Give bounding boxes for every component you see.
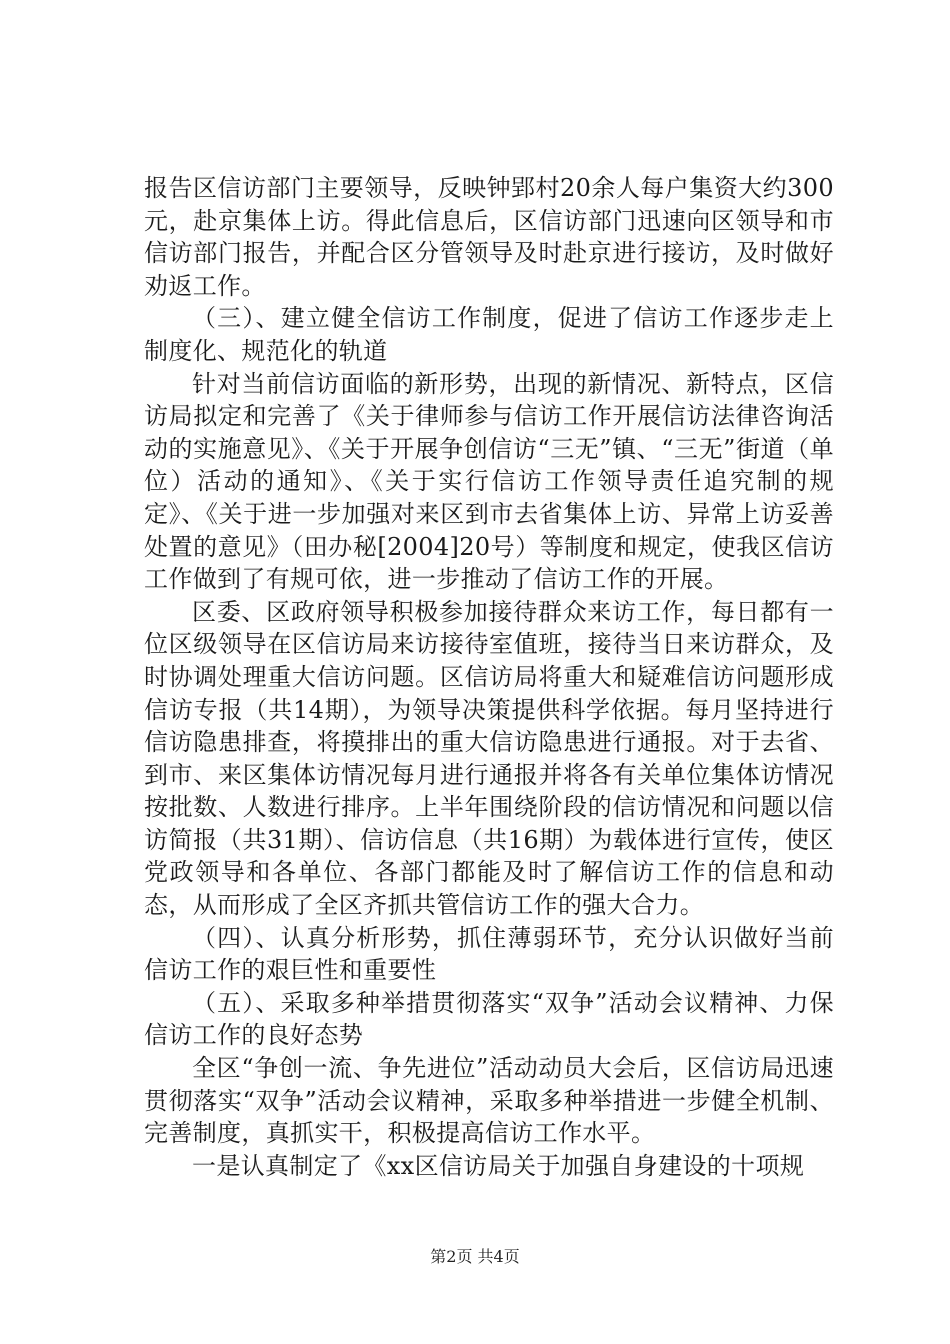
paragraph-continued: 报告区信访部门主要领导，反映钟郢村20余人每户集资大约300元，赴京集体上访。得此信息后，区信访部门迅速向区领导和市信访部门报告，并配合区分管领导及时赴京进行接访，及时做好劝返工作。 <box>144 174 834 300</box>
section-heading-3: （三）、建立健全信访工作制度，促进了信访工作逐步走上制度化、规范化的轨道 <box>144 304 834 365</box>
paragraph: 针对当前信访面临的新形势，出现的新情况、新特点，区信访局拟定和完善了《关于律师参与信访工作开展信访法律咨询活动的实施意见》、《关于开展争创信访“三无”镇、“三无”街道（单位）活动的通知》、《关于实行信访工作领导责任追究制的规定》、《关于进一步加强对来区到市去省集体上访、异常上访妥善处置的意见》（田办秘[2004]20号）等制度和规定，使我区信访工作做到了有规可依，进一步推动了信访工作的开展。 <box>144 369 834 594</box>
section-heading-4: （四）、认真分析形势，抓住薄弱环节，充分认识做好当前信访工作的艰巨性和重要性 <box>144 923 834 985</box>
page-number-footer: 第2页 共4页 <box>430 1247 520 1266</box>
paragraph: 区委、区政府领导积极参加接待群众来访工作，每日都有一位区级领导在区信访局来访接待室值班，接待当日来访群众，及时协调处理重大信访问题。区信访局将重大和疑难信访问题形成信访专报（共14期），为领导决策提供科学依据。每月坚持进行信访隐患排查，将摸排出的重大信访隐患进行通报。对于去省、到市、来区集体访情况每月进行通报并将各有关单位集体访情况按批数、人数进行排序。上半年围绕阶段的信访情况和问题以信访简报（共31期）、信访信息（共16期）为载体进行宣传，使区党政领导和各单位、各部门都能及时了解信访工作的信息和动态，从而形成了全区齐抓共管信访工作的强大合力。 <box>144 597 834 920</box>
section-heading-5: （五）、采取多种举措贯彻落实“双争”活动会议精神、力保信访工作的良好态势 <box>144 988 834 1050</box>
paragraph: 全区“争创一流、争先进位”活动动员大会后，区信访局迅速贯彻落实“双争”活动会议精神，采取多种举措进一步健全机制、完善制度，真抓实干，积极提高信访工作水平。 <box>144 1054 834 1148</box>
document-body <box>144 172 834 1182</box>
paragraph: 一是认真制定了《xx区信访局关于加强自身建设的十项规 <box>192 1151 805 1180</box>
